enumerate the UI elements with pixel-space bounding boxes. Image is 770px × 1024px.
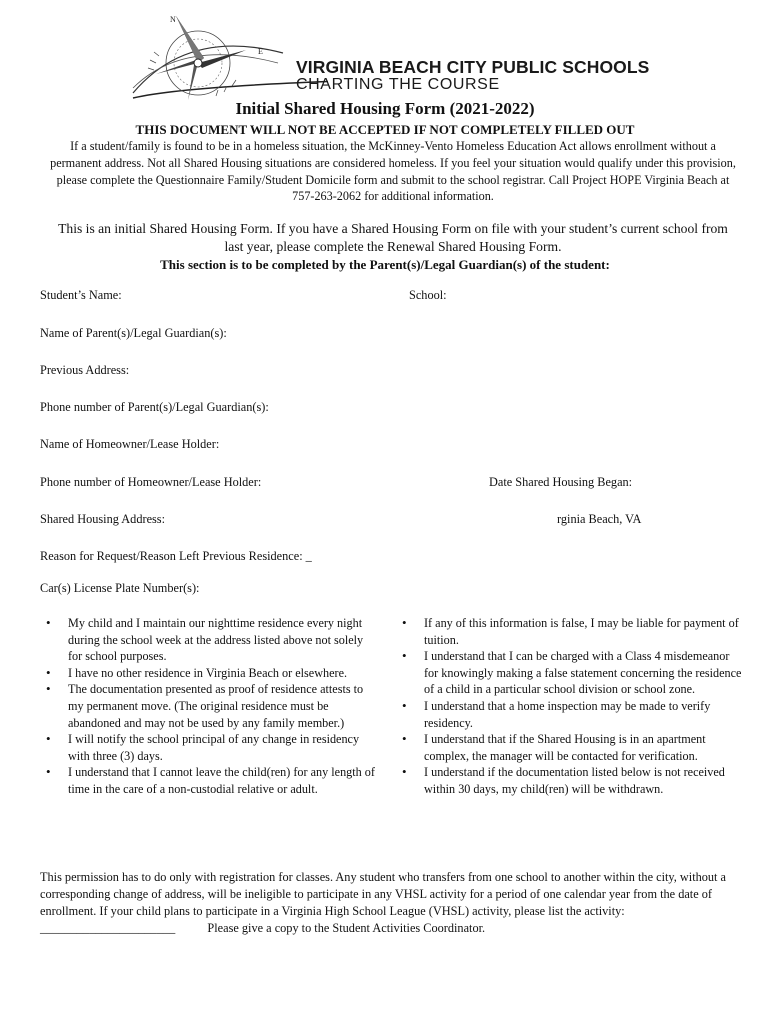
activity-blank-field[interactable]: ______________________ xyxy=(40,921,176,935)
school-logo xyxy=(128,8,658,108)
acknowledgements-right xyxy=(396,615,746,798)
school-field[interactable]: School: xyxy=(409,288,447,302)
homeowner-phone-field[interactable]: Phone number of Homeowner/Lease Holder: xyxy=(40,475,262,489)
list-item: • If any of this information is false, I may be liable for payment of tuition. xyxy=(396,615,746,648)
list-item: • The documentation presented as proof of residence attests to my permanent move. (The original residence must be abandoned and may not be used by any family member.) xyxy=(40,681,378,731)
acknowledgements-left xyxy=(40,615,378,798)
svg-text:E: E xyxy=(258,47,263,56)
svg-text:N: N xyxy=(170,15,176,24)
city-state-text: rginia Beach, VA xyxy=(557,512,642,526)
list-item: • I understand that if the Shared Housing is in an apartment complex, the manager will be contacted for verification. xyxy=(396,731,746,764)
list-item: • I have no other residence in Virginia Beach or elsewhere. xyxy=(40,665,378,682)
footer-closing: Please give a copy to the Student Activities Coordinator. xyxy=(207,921,486,935)
homeowner-name-field[interactable]: Name of Homeowner/Lease Holder: xyxy=(40,437,220,451)
intro-paragraph: If a student/family is found to be in a homeless situation, the McKinney-Vento Homeless Education Act allows enrollment without a permanent address. Not all Shared Housing situations are considered homeless. If you feel your situation would qualify under this provision, please complete the Questionnaire Family/Student Domicile form and submit to the school registrar. Call Project HOPE Virginia Beach at 757-263-2062 for additional information. xyxy=(50,139,736,204)
reason-field[interactable]: Reason for Request/Reason Left Previous Residence: _ xyxy=(40,549,312,563)
vhsl-permission-note xyxy=(40,869,750,937)
form-title: Initial Shared Housing Form (2021-2022) xyxy=(235,99,535,118)
list-item: • My child and I maintain our nighttime residence every night during the school week at the address listed above not solely for school purposes. xyxy=(40,615,378,665)
section-note: This section is to be completed by the Parent(s)/Legal Guardian(s) of the student: xyxy=(160,257,610,272)
org-name: VIRGINIA BEACH CITY PUBLIC SCHOOLS xyxy=(296,57,650,77)
list-item: • I understand that I can be charged with a Class 4 misdemeanor for knowingly making a false statement concerning the residence of a child in a particular school division or school zone. xyxy=(396,648,746,698)
initial-form-note: This is an initial Shared Housing Form. If you have a Shared Housing Form on file with your student’s current school from last year, please complete the Renewal Shared Housing Form. xyxy=(58,221,728,254)
org-tagline: CHARTING THE COURSE xyxy=(296,76,500,93)
student-name-field[interactable]: Student’s Name: xyxy=(40,288,122,302)
list-item: • I will notify the school principal of any change in residency with three (3) days. xyxy=(40,731,378,764)
guardian-phone-field[interactable]: Phone number of Parent(s)/Legal Guardian(s): xyxy=(40,400,269,414)
list-item: • I understand that I cannot leave the child(ren) for any length of time in the care of a non-custodial relative or adult. xyxy=(40,764,378,797)
date-began-field[interactable]: Date Shared Housing Began: xyxy=(489,475,633,489)
previous-address-field[interactable]: Previous Address: xyxy=(40,363,130,377)
guardian-name-field[interactable]: Name of Parent(s)/Legal Guardian(s): xyxy=(40,326,227,340)
footer-text: This permission has to do only with registration for classes. Any student who transfers from one school to another within the city, without a corresponding change of address, will be ineligible to participate in any VHSL activity for a period of one calendar year from the date of enrollment. If your child plans to participate in a Virginia High School League (VHSL) activity, please list the activity: xyxy=(40,870,727,918)
shared-address-field[interactable]: Shared Housing Address: xyxy=(40,512,166,526)
list-item: • I understand that a home inspection may be made to verify residency. xyxy=(396,698,746,731)
license-plate-field[interactable]: Car(s) License Plate Number(s): xyxy=(40,581,200,595)
list-item: • I understand if the documentation listed below is not received within 30 days, my child(ren) will be withdrawn. xyxy=(396,764,746,797)
completion-warning: THIS DOCUMENT WILL NOT BE ACCEPTED IF NOT COMPLETELY FILLED OUT xyxy=(135,122,635,137)
